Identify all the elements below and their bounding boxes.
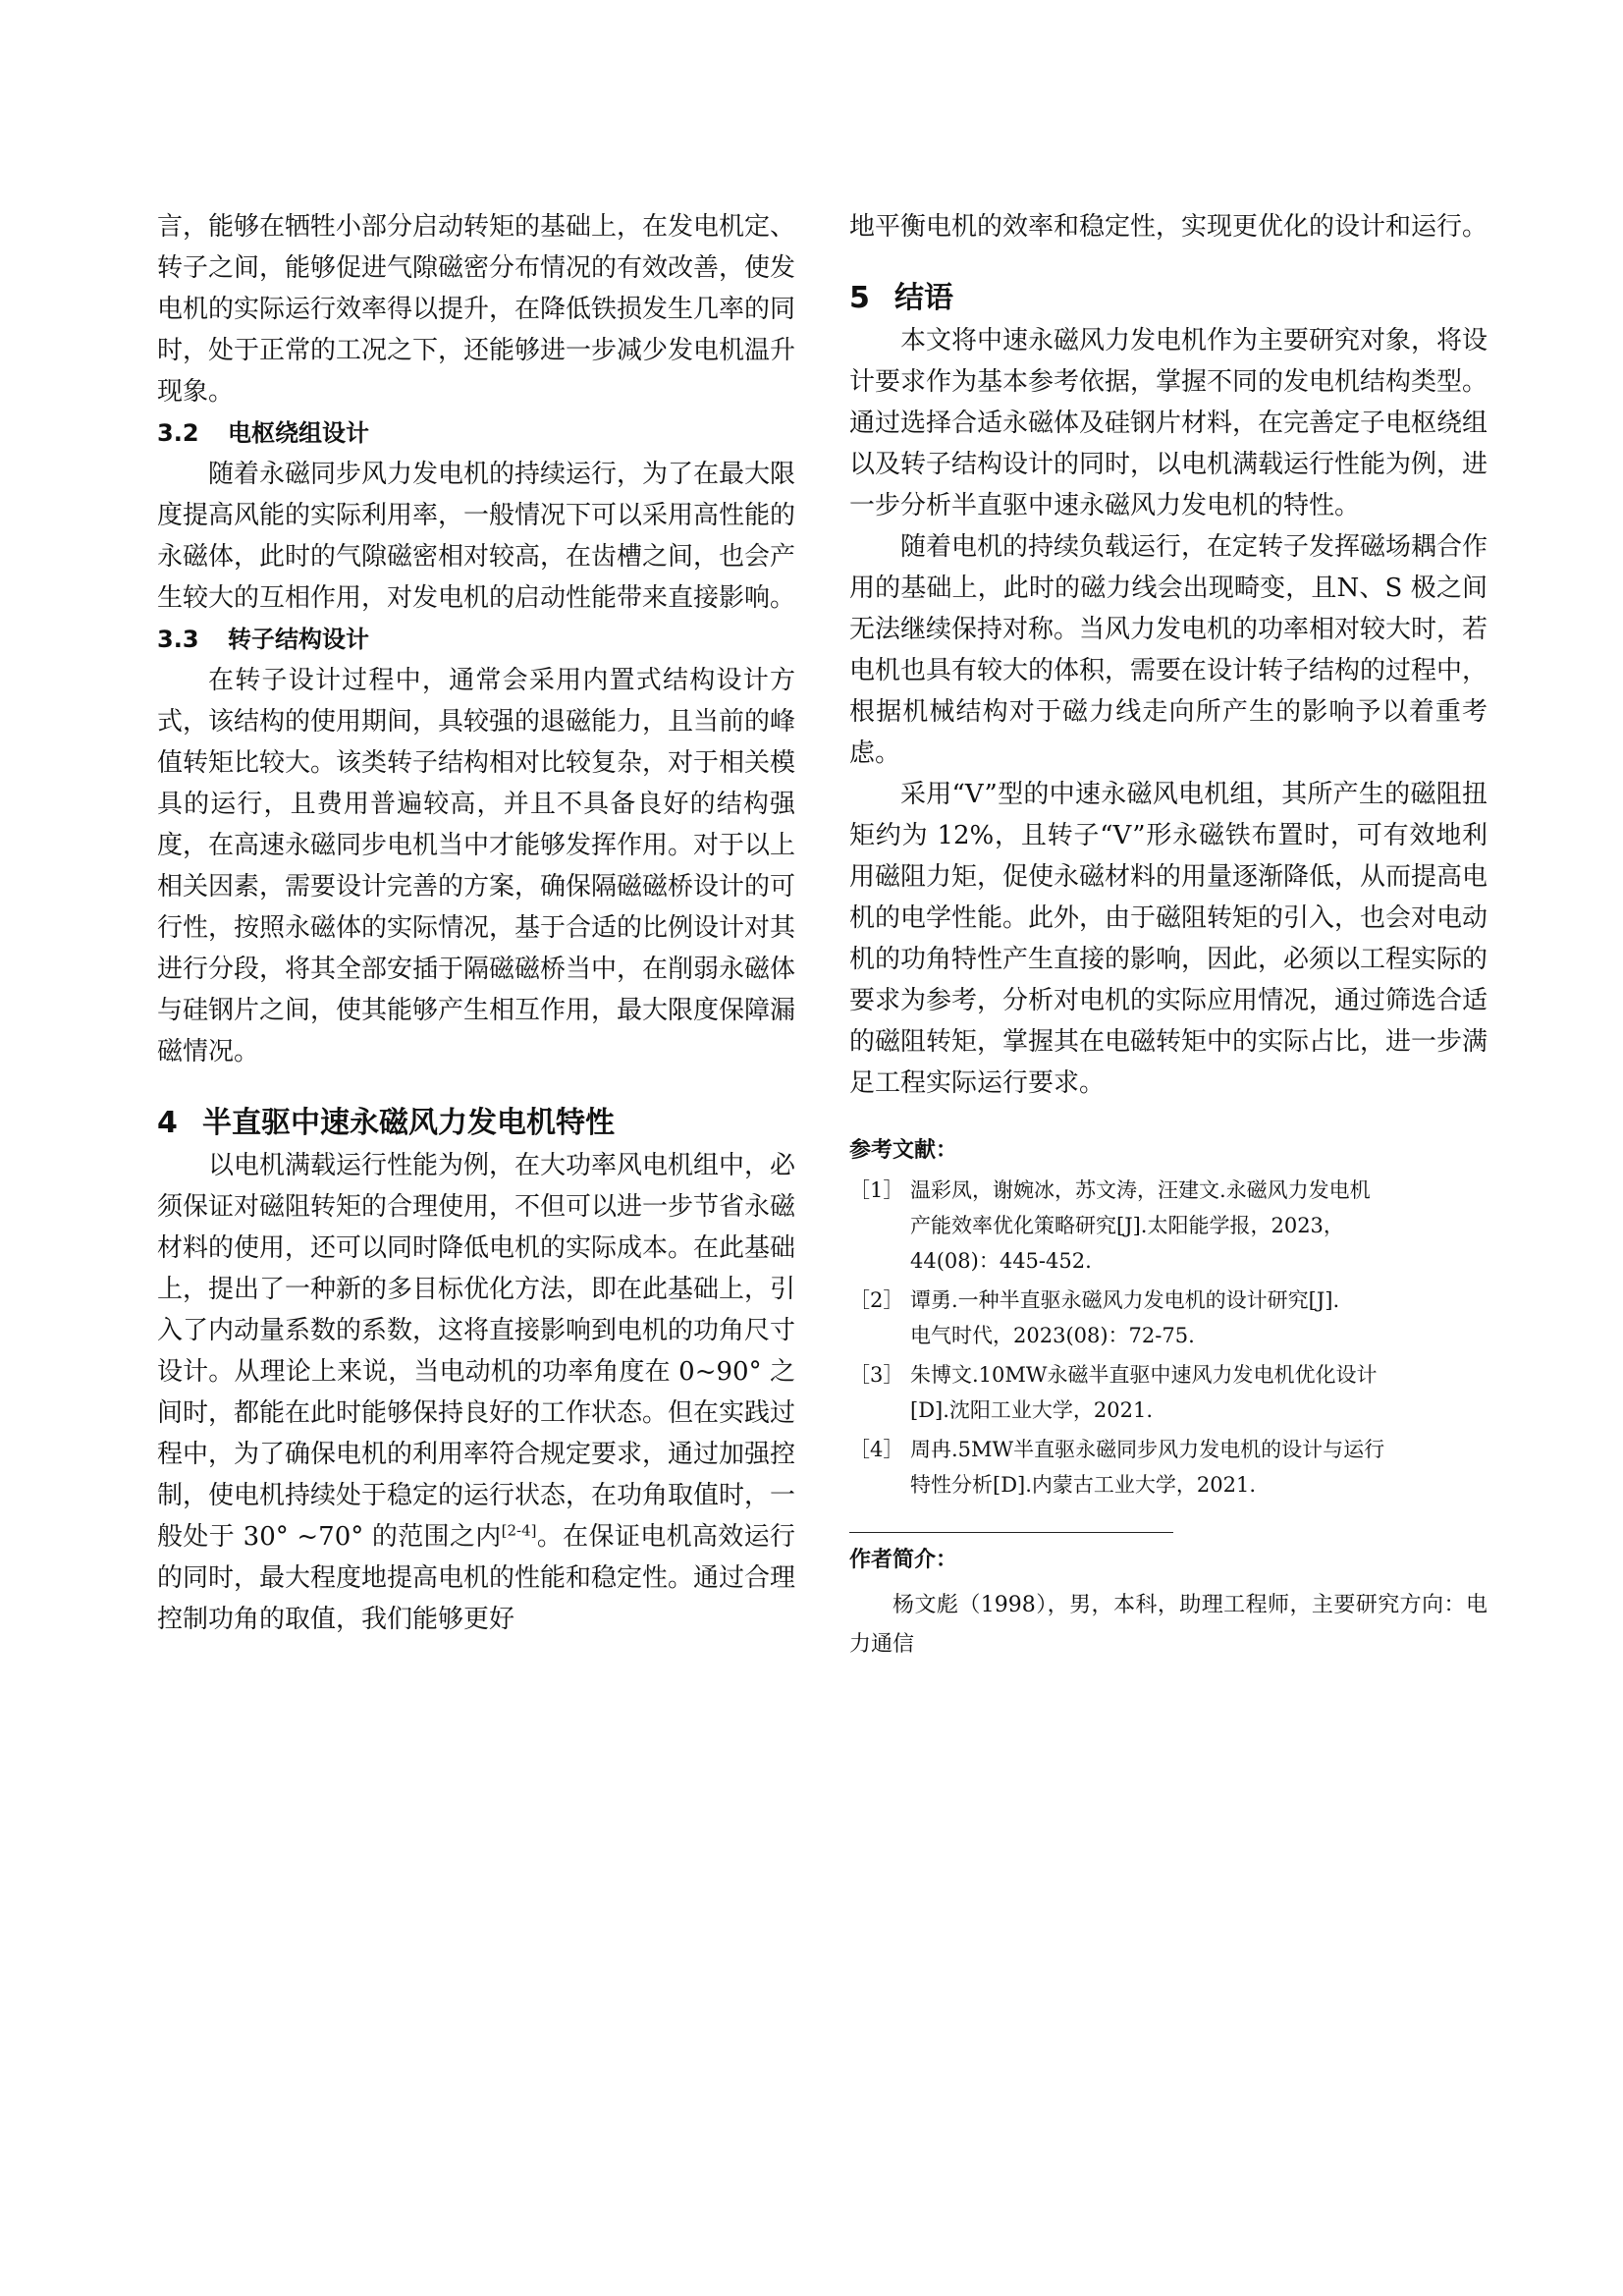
section-number: 5	[849, 281, 870, 315]
section-3-3-heading	[157, 619, 795, 660]
reference-line: 谭勇.一种半直驱永磁风力发电机的设计研究[J].	[910, 1288, 1340, 1312]
reference-line: 温彩凤，谢婉冰，苏文涛，汪建文.永磁风力发电机	[910, 1178, 1371, 1202]
reference-text	[910, 1432, 1488, 1503]
section-3-2-heading	[157, 412, 795, 454]
reference-item	[849, 1432, 1488, 1503]
reference-item	[849, 1173, 1488, 1279]
reference-number: ［1］	[849, 1178, 904, 1202]
paragraph: 地平衡电机的效率和稳定性，实现更优化的设计和运行。	[849, 212, 1488, 242]
references-heading: 参考文献：	[849, 1138, 958, 1163]
reference-list	[849, 1173, 1488, 1503]
paragraph: 采用“V”型的中速永磁风电机组，其所产生的磁阻扭矩约为 12%，且转子“V”形永磁铁布置时，可有效地利用磁阻力矩，促使永磁材料的用量逐渐降低，从而提高电机的电学性能。此外，由于磁阻转矩的引入，也会对电动机的功角特性产生直接的影响，因此，必须以工程实际的要求为参考，分析对电机的实际应用情况，通过筛选合适的磁阻转矩，掌握其在电磁转矩中的实际占比，进一步满足工程实际运行要求。	[849, 780, 1488, 1098]
citation-superscript: [2-4]	[501, 1521, 537, 1540]
section-5-heading	[849, 277, 1488, 320]
reference-line: 产能效率优化策略研究[J].太阳能学报，2023，	[910, 1214, 1344, 1237]
reference-text	[910, 1357, 1488, 1428]
separator-rule	[849, 1532, 1173, 1533]
reference-line: 特性分析[D].内蒙古工业大学，2021.	[910, 1473, 1257, 1497]
reference-line: 44(08)：445-452.	[910, 1249, 1092, 1273]
paragraph: 本文将中速永磁风力发电机作为主要研究对象，将设计要求作为基本参考依据，掌握不同的发电机结构类型。通过选择合适永磁体及硅钢片材料，在完善定子电枢绕组以及转子结构设计的同时，以电机满载运行性能为例，进一步分析半直驱中速永磁风力发电机的特性。	[849, 326, 1488, 520]
author-heading: 作者简介：	[849, 1548, 958, 1572]
paragraph-text: 。在保证电机高效运行的同时，最大程度地提高电机的性能和稳定性。通过合理控制功角的取值，我们能够更好	[157, 1522, 796, 1634]
right-column	[849, 206, 1488, 1665]
section-4-heading	[157, 1102, 795, 1145]
paragraph	[157, 1145, 795, 1640]
reference-text	[910, 1173, 1488, 1279]
reference-item	[849, 1357, 1488, 1428]
reference-text	[910, 1283, 1488, 1353]
reference-number: ［3］	[849, 1363, 904, 1387]
section-title: 结语	[894, 281, 953, 315]
section-number: 3.2	[157, 419, 199, 447]
left-column	[157, 206, 795, 1640]
reference-line: [D].沈阳工业大学，2021.	[910, 1398, 1154, 1422]
section-title: 半直驱中速永磁风力发电机特性	[202, 1106, 615, 1140]
section-number: 4	[157, 1106, 178, 1140]
reference-line: 朱博文.10MW永磁半直驱中速风力发电机优化设计	[910, 1363, 1378, 1387]
reference-number: ［4］	[849, 1438, 904, 1461]
section-number: 3.3	[157, 626, 199, 653]
paragraph: 随着永磁同步风力发电机的持续运行，为了在最大限度提高风能的实际利用率，一般情况下可以采用高性能的永磁体，此时的气隙磁密相对较高，在齿槽之间，也会产生较大的互相作用，对发电机的启动性能带来直接影响。	[157, 460, 796, 613]
reference-number: ［2］	[849, 1288, 904, 1312]
paragraph: 言，能够在牺牲小部分启动转矩的基础上，在发电机定、转子之间，能够促进气隙磁密分布情况的有效改善，使发电机的实际运行效率得以提升，在降低铁损发生几率的同时，处于正常的工况之下，还能够进一步减少发电机温升现象。	[157, 212, 796, 407]
paragraph-text: 以电机满载运行性能为例，在大功率风电机组中，必须保证对磁阻转矩的合理使用，不但可以进一步节省永磁材料的使用，还可以同时降低电机的实际成本。在此基础上，提出了一种新的多目标优化方法，即在此基础上，引入了内动量系数的系数，这将直接影响到电机的功角尺寸设计。从理论上来说，当电动机的功率角度在 0~90° 之间时，都能在此时能够保持良好的工作状态。但在实践过程中，为了确保电机的利用率符合规定要求，通过加强控制，使电机持续处于稳定的运行状态，在功角取值时，一般处于 30° ~70° 的范围之内	[157, 1151, 796, 1552]
reference-item	[849, 1283, 1488, 1353]
reference-line: 周冉.5MW半直驱永磁同步风力发电机的设计与运行	[910, 1438, 1385, 1461]
section-title: 转子结构设计	[228, 626, 369, 653]
paragraph: 在转子设计过程中，通常会采用内置式结构设计方式，该结构的使用期间，具较强的退磁能力，且当前的峰值转矩比较大。该类转子结构相对比较复杂，对于相关模具的运行，且费用普遍较高，并且不具备良好的结构强度，在高速永磁同步电机当中才能够发挥作用。对于以上相关因素，需要设计完善的方案，确保隔磁磁桥设计的可行性，按照永磁体的实际情况，基于合适的比例设计对其进行分段，将其全部安插于隔磁磁桥当中，在削弱永磁体与硅钢片之间，使其能够产生相互作用，最大限度保障漏磁情况。	[157, 666, 796, 1066]
section-title: 电枢绕组设计	[228, 419, 369, 447]
reference-line: 电气时代，2023(08)：72-75.	[910, 1324, 1195, 1347]
author-bio: 杨文彪（1998），男，本科，助理工程师，主要研究方向：电力通信	[849, 1593, 1488, 1657]
paragraph: 随着电机的持续负载运行，在定转子发挥磁场耦合作用的基础上，此时的磁力线会出现畸变，且N、S 极之间无法继续保持对称。当风力发电机的功率相对较大时，若电机也具有较大的体积，需要在设计转子结构的过程中，根据机械结构对于磁力线走向所产生的影响予以着重考虑。	[849, 532, 1488, 768]
